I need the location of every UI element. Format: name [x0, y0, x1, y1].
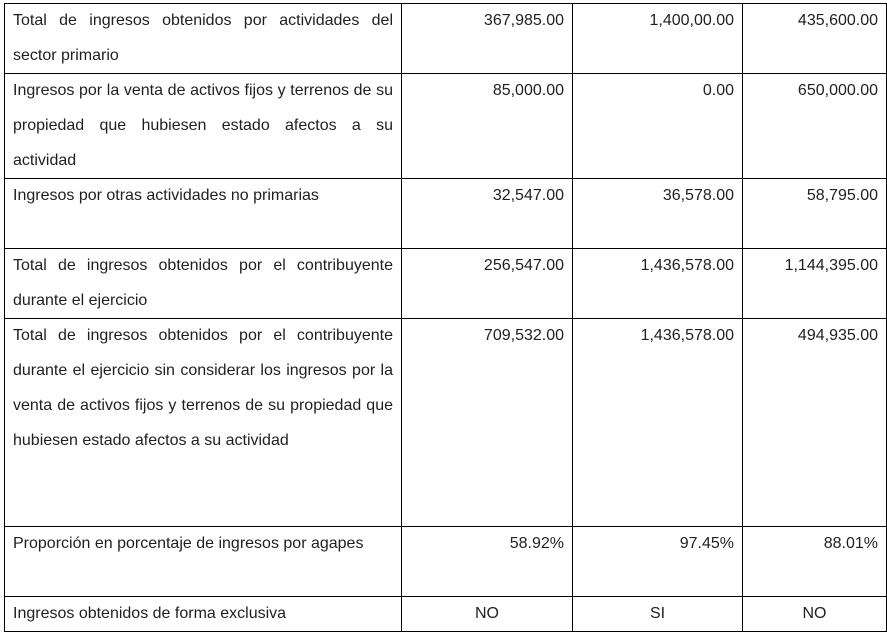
row-label: Ingresos por otras actividades no primarias: [5, 179, 402, 249]
row-value-3: 88.01%: [743, 527, 887, 597]
row-value-2: 36,578.00: [573, 179, 743, 249]
row-value-1: 85,000.00: [402, 74, 573, 179]
row-value-3: 650,000.00: [743, 74, 887, 179]
table-row: [5, 74, 887, 179]
row-value-1: 709,532.00: [402, 319, 573, 527]
row-value-2: 0.00: [573, 74, 743, 179]
row-label: Proporción en porcentaje de ingresos por agapes: [5, 527, 402, 597]
row-value-3: 435,600.00: [743, 4, 887, 74]
row-value-3: 1,144,395.00: [743, 249, 887, 319]
row-value-2: 1,436,578.00: [573, 319, 743, 527]
table-row: [5, 597, 887, 632]
row-label: Ingresos por la venta de activos fijos y terrenos de su propiedad que hubiesen estado afectos a su actividad: [5, 74, 402, 179]
row-value-2: 1,400,00.00: [573, 4, 743, 74]
row-label: Total de ingresos obtenidos por actividades del sector primario: [5, 4, 402, 74]
table-row: [5, 179, 887, 249]
row-value-2: 1,436,578.00: [573, 249, 743, 319]
row-value-1: 367,985.00: [402, 4, 573, 74]
income-table: [4, 3, 887, 632]
table-row: [5, 4, 887, 74]
row-label: Ingresos obtenidos de forma exclusiva: [5, 597, 402, 632]
row-label: Total de ingresos obtenidos por el contribuyente durante el ejercicio: [5, 249, 402, 319]
table-row: [5, 249, 887, 319]
row-value-1: NO: [402, 597, 573, 632]
row-value-1: 256,547.00: [402, 249, 573, 319]
row-value-3: 494,935.00: [743, 319, 887, 527]
table-row: [5, 319, 887, 527]
row-value-2: SI: [573, 597, 743, 632]
row-value-1: 58.92%: [402, 527, 573, 597]
row-label: Total de ingresos obtenidos por el contribuyente durante el ejercicio sin considerar los ingresos por la venta de activos fijos y terrenos de su propiedad que hubiesen estado afectos a su actividad: [5, 319, 402, 527]
row-value-2: 97.45%: [573, 527, 743, 597]
row-value-3: NO: [743, 597, 887, 632]
table-row: [5, 527, 887, 597]
row-value-3: 58,795.00: [743, 179, 887, 249]
row-value-1: 32,547.00: [402, 179, 573, 249]
